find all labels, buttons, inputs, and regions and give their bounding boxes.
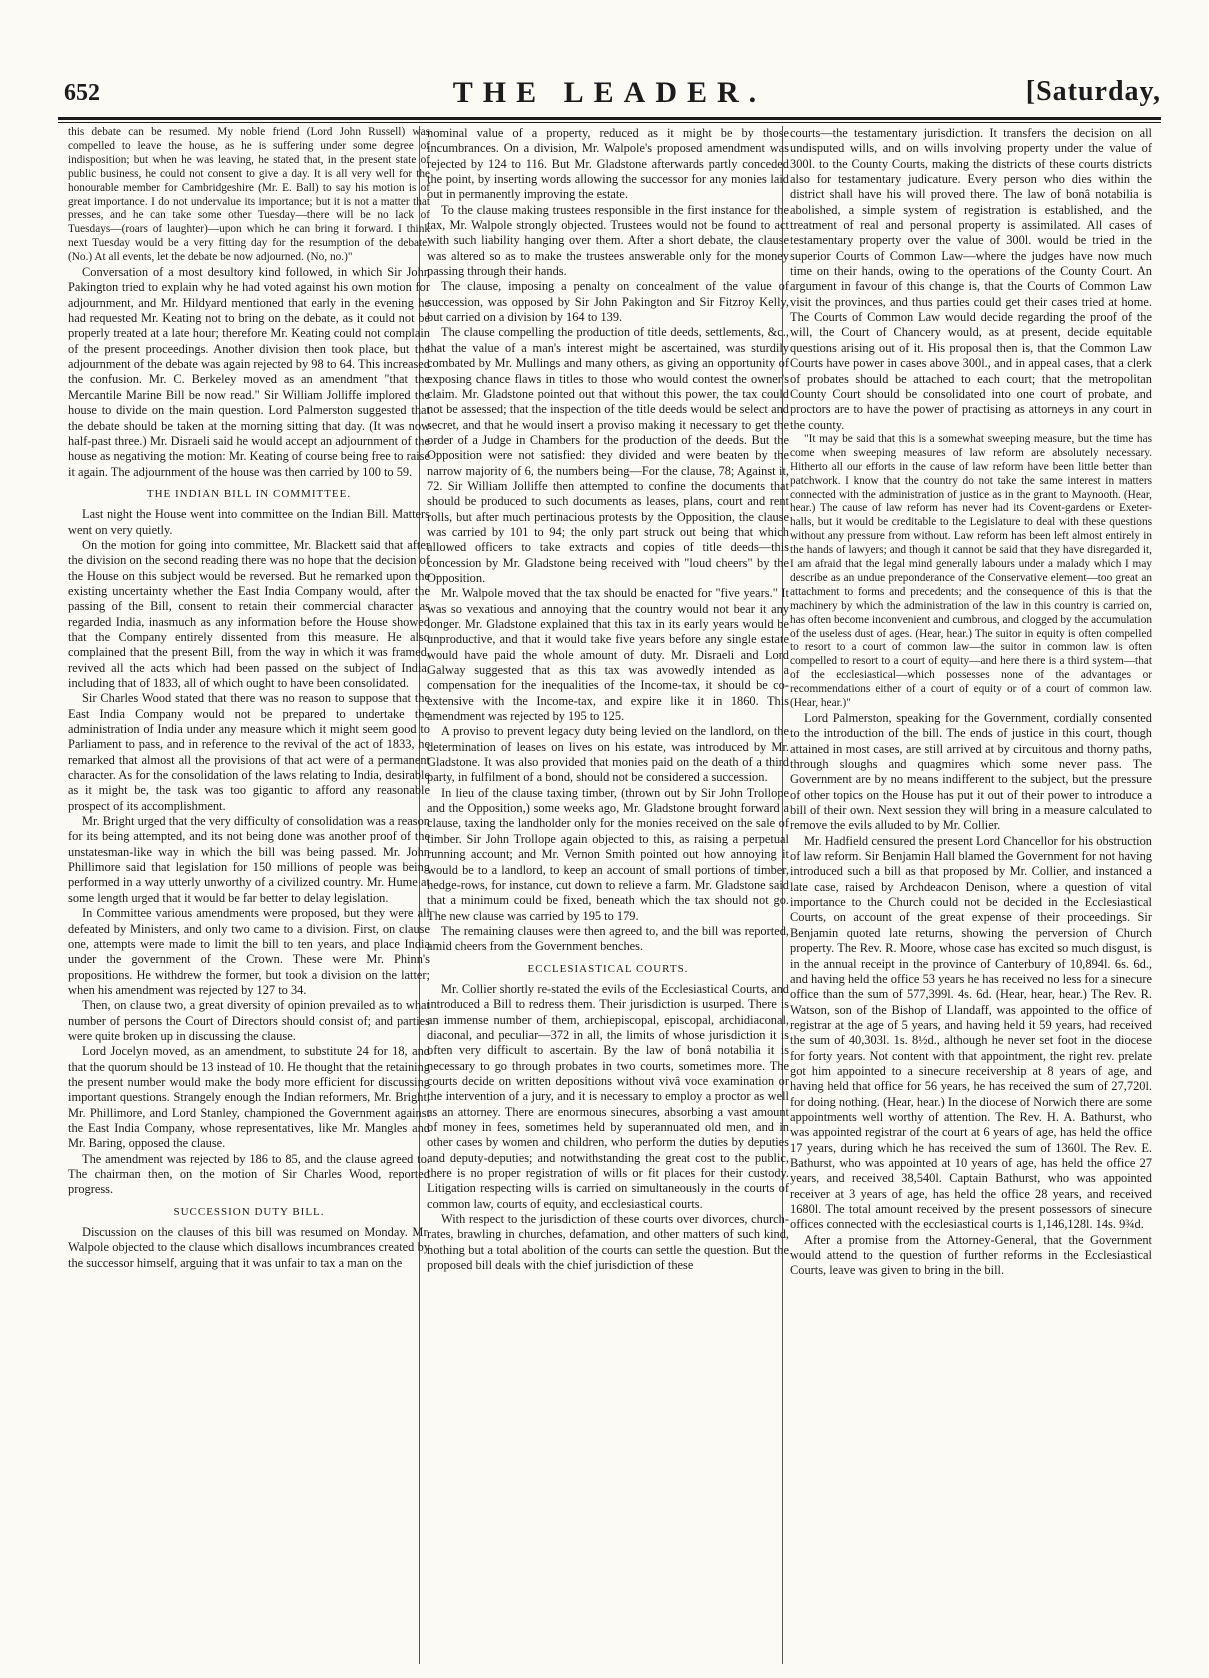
paragraph: Last night the House went into committee on the Indian Bill. Matters went on very quietly. <box>68 507 430 537</box>
paragraph: courts—the testamentary jurisdiction. It transfers the decision on all undisputed wills, and on wills involving property under the value of 300l. to the County Courts, making the districts of these courts districts also for testamentary judicature. Every person who dies within the district shall have his will proved there. The law of bonâ notabilia is abolished, a simple system of registration is established, and the treatment of real and personal property is assimilated. All cases of testamentary property over the value of 300l. would be tried in the superior Courts of Common Law—where the judges have now much time on their hands, owing to the operations of the County Court. An argument in favour of this change is, that the Courts of Common Law visit the provinces, and thus parties could get their cases tried at home. The Courts of Common Law would decide regarding the proof of the will, the Court of Chancery would, as at present, decide equitable questions arising out of it. His proposal then is, that the Common Law Courts have power in cases above 300l., and in appeal cases, that a clerk of probates should be attached to each court; that the metropolitan County Court should be consolidated into one court of probate, and proctors are to have the power of practising as attorneys in any court in the county. <box>790 126 1152 432</box>
header-rule <box>58 117 1161 120</box>
paragraph: With respect to the jurisdiction of these courts over divorces, church-rates, brawling in churches, defamation, and other matters of such kind, nothing but a total abolition of the courts can settle the question. But the proposed bill deals with the chief jurisdiction of these <box>427 1212 789 1273</box>
paragraph: Conversation of a most desultory kind followed, in which Sir John Pakington tried to explain why he had voted against his own motion for adjournment, and Mr. Hildyard mentioned that early in the evening he had requested Mr. Keating not to bring on the debate, as it could not be properly treated at a late hour; therefore Mr. Keating could not complain of the present proceedings. Another division then took place, but the adjournment of the debate was again rejected by 98 to 64. This increased the confusion. Mr. C. Berkeley moved as an amendment "that the Mercantile Marine Bill be now read." Sir William Jolliffe implored the house to divide on the main question. Lord Palmerston suggested that the debate should be taken at the morning sitting that day. (It was now half-past three.) Mr. Disraeli said he would accept an adjournment of the house as negativing the motion: Mr. Keating of course being free to raise it again. The adjournment of the house was then carried by 100 to 59. <box>68 265 430 479</box>
section-heading: SUCCESSION DUTY BILL. <box>173 1205 325 1218</box>
section-heading: THE INDIAN BILL IN COMMITTEE. <box>146 487 352 500</box>
paragraph: Sir Charles Wood stated that there was no reason to suppose that the East India Company would not be prepared to undertake the administration of India under any measure which it might seem good to Parliament to pass, and in reference to the revival of the act of 1833, he remarked that almost all the provisions of that act were of a permanent character. As for the consolidation of the laws relating to India, desirable as it might be, the task was too gigantic to afford any reasonable prospect of its accomplishment. <box>68 691 430 813</box>
paragraph: Then, on clause two, a great diversity of opinion prevailed as to what number of persons the Court of Directors should consist of; and parties were quite broken up in discussing the clause. <box>68 998 430 1043</box>
paragraph: After a promise from the Attorney-General, that the Government would attend to the question of further reforms in the Ecclesiastical Courts, leave was given to bring in the bill. <box>790 1232 1152 1278</box>
paragraph: Mr. Walpole moved that the tax should be enacted for "five years." It was so vexatious and annoying that the country would not bear it any longer. Mr. Gladstone explained that this tax in its early years would be unproductive, and that it would take five years before any single estate would have paid the whole amount of duty. Mr. Disraeli and Lord Galway suggested that as this tax was avowedly intended as a compensation for the inequalities of the Income-tax, it should be co-extensive with the Income-tax, and expire like it in 1860. This amendment was rejected by 195 to 125. <box>427 586 789 724</box>
paragraph: Mr. Hadfield censured the present Lord Chancellor for his obstruction of law reform. Sir Benjamin Hall blamed the Government for not having introduced such a bill as that proposed by Mr. Collier, and instanced a late case, raised by Archdeacon Denison, where a question of vital importance to the Church could not be decided in the Ecclesiastical Courts, on account of the great expense of their proceedings. Sir Benjamin quoted late returns, showing the perversion of Church property. The Rev. R. Moore, whose case has excited so much disgust, is in the annual receipt in the province of Canterbury of 10,894l. 6s. 6d., and having held the office 53 years he has received no less for a sinecure office than the sum of 577,399l. 4s. 6d. (Hear, hear, hear.) The Rev. R. Watson, son of the Bishop of Llandaff, was appointed to the office of registrar at the age of 5 years, and having held it 59 years, had received the sum of 40,303l. 1s. 8½d., although he never set foot in the diocese for forty years. Not content with that appointment, the right rev. prelate got him appointed to a sinecure receivership at 8 years of age, and having held that office for 56 years, he has received the sum of 27,720l. for doing nothing. (Hear, hear.) In the diocese of Norwich there are some appointments well worthy of attention. The Rev. H. A. Bathurst, who was appointed registrar of the court at 6 years of age, has held the office 17 years, during which he has received the sum of 1360l. The Rev. E. Bathurst, who was appointed at 10 years of age, has held the office 27 years, and received 38,540l. Captain Bathurst, who was appointed receiver at 3 years of age, has held the office 28 years, and received 1680l. The total amount received by the present possessors of sinecure offices connected with the ecclesiastical courts is 1,146,128l. 14s. 9¾d. <box>790 833 1152 1232</box>
paragraph: In Committee various amendments were proposed, but they were all defeated by Ministers, and only two came to a division. First, on clause one, attempts were made to limit the bill to ten years, and place India under the government of the Crown. These were Mr. Phinn's propositions. He withdrew the former, but took a division on the latter; when his amendment was rejected by 127 to 34. <box>68 906 430 997</box>
section-heading: ECCLESIASTICAL COURTS. <box>527 962 689 975</box>
paragraph: To the clause making trustees responsible in the first instance for the tax, Mr. Walpole strongly objected. Trustees would not be found to act with such liability hanging over them. After a short debate, the clause was altered so as to make the trustees answerable only for the money passing through their hands. <box>427 202 789 279</box>
page-number: 652 <box>64 80 100 106</box>
paragraph: The amendment was rejected by 186 to 85, and the clause agreed to. The chairman then, on the motion of Sir Charles Wood, reported progress. <box>68 1151 430 1197</box>
masthead <box>58 70 1161 116</box>
paragraph: A proviso to prevent legacy duty being levied on the landlord, on the determination of leases on lives on his estate, was introduced by Mr. Gladstone. It was also provided that monies paid on the death of a third party, in fulfilment of a bond, should not be considered a succession. <box>427 724 789 785</box>
paragraph: The remaining clauses were then agreed to, and the bill was reported, amid cheers from the Government benches. <box>427 923 789 954</box>
paragraph: Mr. Bright urged that the very difficulty of consolidation was a reason for its being attempted, and its not being done was another proof of the unstatesman-like way in which the bill was being passed. Mr. John Phillimore said that legislation for 150 millions of people was being performed in a way utterly unworthy of a civilized country. Mr. Hume at some length urged that it would be far better to delay legislation. <box>68 814 430 905</box>
newspaper-title: THE LEADER. <box>452 76 767 109</box>
paragraph: Discussion on the clauses of this bill was resumed on Monday. Mr. Walpole objected to the clause which disallows incumbrances created by the successor himself, arguing that it was unfair to tax a man on the <box>68 1225 430 1270</box>
paragraph: this debate can be resumed. My noble friend (Lord John Russell) was compelled to leave the house, as he is suffering under some degree of indisposition; but when he was leaving, he stated that, in the present state of public business, he could not consent to give a day. It is all very well for the honourable member for Cambridgeshire (Mr. E. Ball) to say his motion is of great importance. I do not undervalue its importance; but it is not a matter that presses, and he can take some other Tuesday—there will be no lack of Tuesdays—(roars of laughter)—upon which he can bring it forward. I think next Tuesday would be a very fitting day for the resumption of the debate. (No.) At all events, let the debate be now adjourned. (No, no.)" <box>68 126 430 264</box>
column-3 <box>790 126 1152 1666</box>
header-rule-thin <box>58 122 1161 123</box>
paragraph: In lieu of the clause taxing timber, (thrown out by Sir John Trollope and the Opposition,) some weeks ago, Mr. Gladstone brought forward a clause, taxing the landholder only for the monies received on the sale of timber. Sir John Trollope again objected to this, as raising a perpetual running account; and Mr. Vernon Smith pointed out how annoying it would be to a landlord, to keep an account of small portions of timber, hedge-rows, for instance, cut down to relieve a farm. Mr. Gladstone said that a minimum could be fixed, beneath which the tax should not go. The new clause was carried by 195 to 179. <box>427 785 789 923</box>
quoted-speech: "It may be said that this is a somewhat sweeping measure, but the time has come when sweeping measures of law reform are absolutely necessary. Hitherto all our efforts in the cause of law reform have been little better than patchwork. I know that the country do not take the same interest in matters connected with the administration of justice as in the grant to Maynooth. (Hear, hear.) The cause of law reform has never had its Covent-gardens or Exeter-halls, but it would be creditable to the Legislature to deal with these questions without any pressure from without. Law reform has been left almost entirely in the hands of lawyers; and though it cannot be said that they have disregarded it, I am afraid that the legal mind generally labours under a malady which I may describe as an undue preponderance of the Conservative element—too great an attachment to forms and precedents; and the consequence of this is that the machinery by which the administration of the law in this country is carried on, has often become inconvenient and cumbrous, and clogged by the accumulation of the useless dust of ages. (Hear, hear.) The suitor in equity is often compelled to resort to a court of common law—the suitor in common law is often compelled to resort to a court of equity—and here there is a third system—that of the ecclesiastical—which possesses none of the advantages or recommendations either of a court of equity or of a court of common law. (Hear, hear.)" <box>790 432 1152 710</box>
issue-day: [Saturday, <box>1025 76 1161 107</box>
paragraph: The clause, imposing a penalty on concealment of the value of succession, was opposed by Sir John Pakington and Sir Fitzroy Kelly, but carried on a division by 164 to 139. <box>427 279 789 325</box>
column-1 <box>68 126 430 1666</box>
paragraph: Lord Jocelyn moved, as an amendment, to substitute 24 for 18, and that the quorum should be 13 instead of 10. He thought that the retaining the present number would make the body more efficient for discussing important questions. Strangely enough the Indian reformers, Mr. Bright, Mr. Phillimore, and Lord Stanley, championed the Government against the East India Company, whose representatives, like Mr. Mangles and Mr. Baring, opposed the clause. <box>68 1044 430 1151</box>
paragraph: The clause compelling the production of title deeds, settlements, &c., that the value of a man's interest might be ascertained, was sturdily combated by Mr. Mullings and many others, as giving an opportunity of exposing chance flaws in titles to those who would contest the owner's claim. Mr. Gladstone pointed out that without this power, the tax could not be assessed; that the inspection of the title deeds would be select and secret, and that he would insert a proviso making it necessary to get the order of a Judge in Chambers for the production of the deeds. But the Opposition were not satisfied: they divided and were beaten by the narrow majority of 6, the numbers being—For the clause, 78; Against it, 72. Sir William Jolliffe then attempted to confine the documents that should be produced to such documents as leases, plans, court and rent rolls, but after much pertinacious protests by the Opposition, the clause was carried by 101 to 94; the only part struck out being that which allowed officers to take extracts and copies of title deeds—this concession by Mr. Gladstone being received with "loud cheers" by the Opposition. <box>427 325 789 585</box>
paragraph: On the motion for going into committee, Mr. Blackett said that after the division on the second reading there was no hope that the decision of the House on this subject would be reversed. But he remarked upon the existing uncertainty whether the East India Company would, after the passing of the Bill, consent to retain their commercial character as regarded India, inasmuch as any information before the House showed that the Company entirely dissented from this measure. He also complained that the present Bill, from the way in which it was framed, revived all the acts which had been passed on the subject of India, including that of 1833, all of which ought to have been consolidated. <box>68 537 430 690</box>
paragraph: Lord Palmerston, speaking for the Government, cordially consented to the introduction of the bill. The ends of justice in this court, though attained in most cases, are still arrived at by circuitous and thorny paths, through sloughs and quagmires which some never pass. The Government are by no means indifferent to the subject, but the pressure of other topics on the House has put it out of their power to introduce a bill of their own. Next session they will bring in a measure calculated to remove the evils alluded to by Mr. Collier. <box>790 711 1152 833</box>
paragraph: Mr. Collier shortly re-stated the evils of the Ecclesiastical Courts, and introduced a Bill to redress them. Their jurisdiction is usurped. There is an immense number of them, archiepiscopal, episcopal, archidiaconal, diaconal, and peculiar—372 in all, the limits of whose jurisdiction it is often very difficult to ascertain. By the law of bonâ notabilia it is necessary to go through probates in two courts, sometimes more. The courts decide on written depositions without vivâ voce examination or the intervention of a jury, and it is necessary to employ a proctor as well as an attorney. There are enormous sinecures, absorbing a vast amount of money in fees, sometimes held by superannuated old men, and in other cases by women and children, who perform the duties by deputies and deputy-deputies; and notwithstanding the great cost to the public, there is no proper registration of wills or fit places for their custody. Litigation respecting wills is carried on simultaneously in the courts of common law, courts of equity, and ecclesiastical courts. <box>427 981 789 1211</box>
paragraph: nominal value of a property, reduced as it might be by those incumbrances. On a division, Mr. Walpole's proposed amendment was rejected by 124 to 116. But Mr. Gladstone afterwards partly conceded the point, by inserting words allowing the successor for any monies laid out in permanently improving the estate. <box>427 126 789 202</box>
column-2 <box>427 126 789 1666</box>
